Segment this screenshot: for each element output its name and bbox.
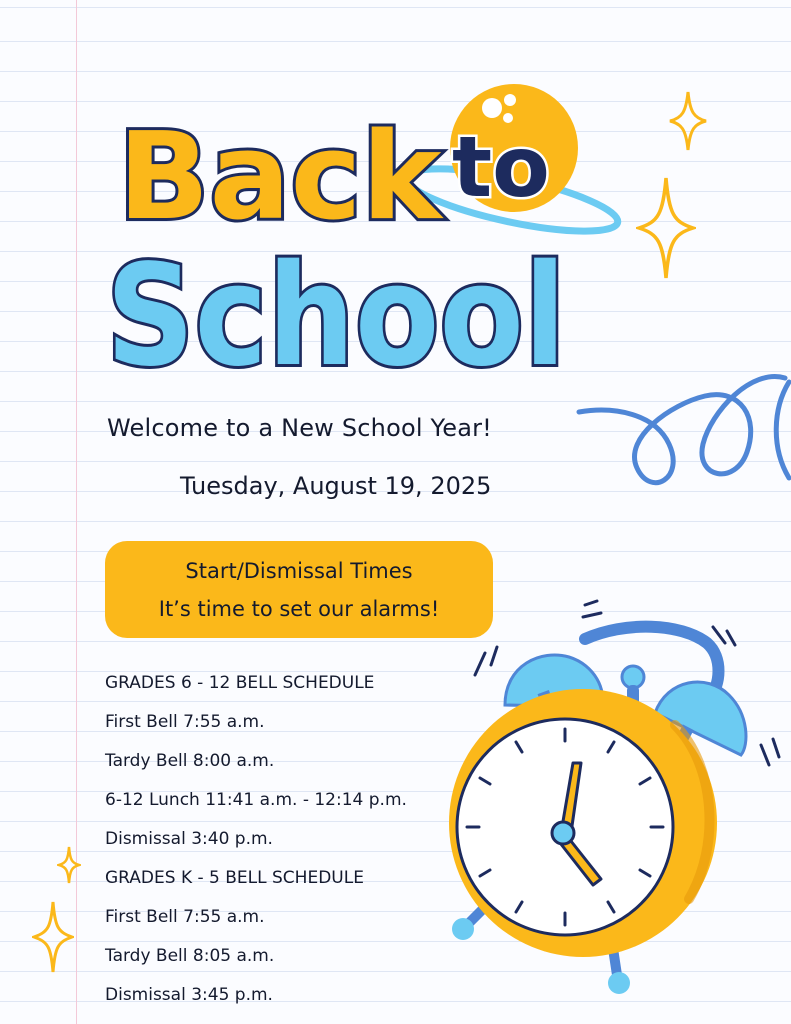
- schedule-line: Tardy Bell 8:05 a.m.: [105, 946, 275, 966]
- title-back: Back: [118, 108, 442, 247]
- schedule-line: First Bell 7:55 a.m.: [105, 712, 265, 732]
- schedule-line: 6-12 Lunch 11:41 a.m. - 12:14 p.m.: [105, 790, 407, 810]
- back-to-school-title: [100, 68, 630, 388]
- sparkle-icon: [57, 845, 81, 885]
- bell-schedule: [105, 672, 407, 1023]
- times-banner: [105, 541, 493, 638]
- alarm-clock-icon: [445, 595, 785, 995]
- schedule-heading-6-12: GRADES 6 - 12 BELL SCHEDULE: [105, 673, 375, 693]
- schedule-line: Dismissal 3:45 p.m.: [105, 985, 273, 1005]
- schedule-line: Dismissal 3:40 p.m.: [105, 829, 273, 849]
- sparkle-icon: [636, 176, 696, 280]
- event-date: Tuesday, August 19, 2025: [180, 472, 492, 500]
- sparkle-icon: [668, 90, 708, 152]
- banner-title: Start/Dismissal Times: [185, 558, 413, 583]
- scribble-icon: [575, 348, 791, 533]
- welcome-heading: Welcome to a New School Year!: [107, 414, 492, 442]
- banner-subtitle: It’s time to set our alarms!: [158, 596, 440, 621]
- schedule-line: Tardy Bell 8:00 a.m.: [105, 751, 275, 771]
- schedule-line: First Bell 7:55 a.m.: [105, 907, 265, 927]
- sparkle-icon: [32, 900, 74, 974]
- title-school: School: [106, 235, 566, 388]
- title-to: to: [452, 118, 550, 216]
- schedule-heading-k-5: GRADES K - 5 BELL SCHEDULE: [105, 868, 364, 888]
